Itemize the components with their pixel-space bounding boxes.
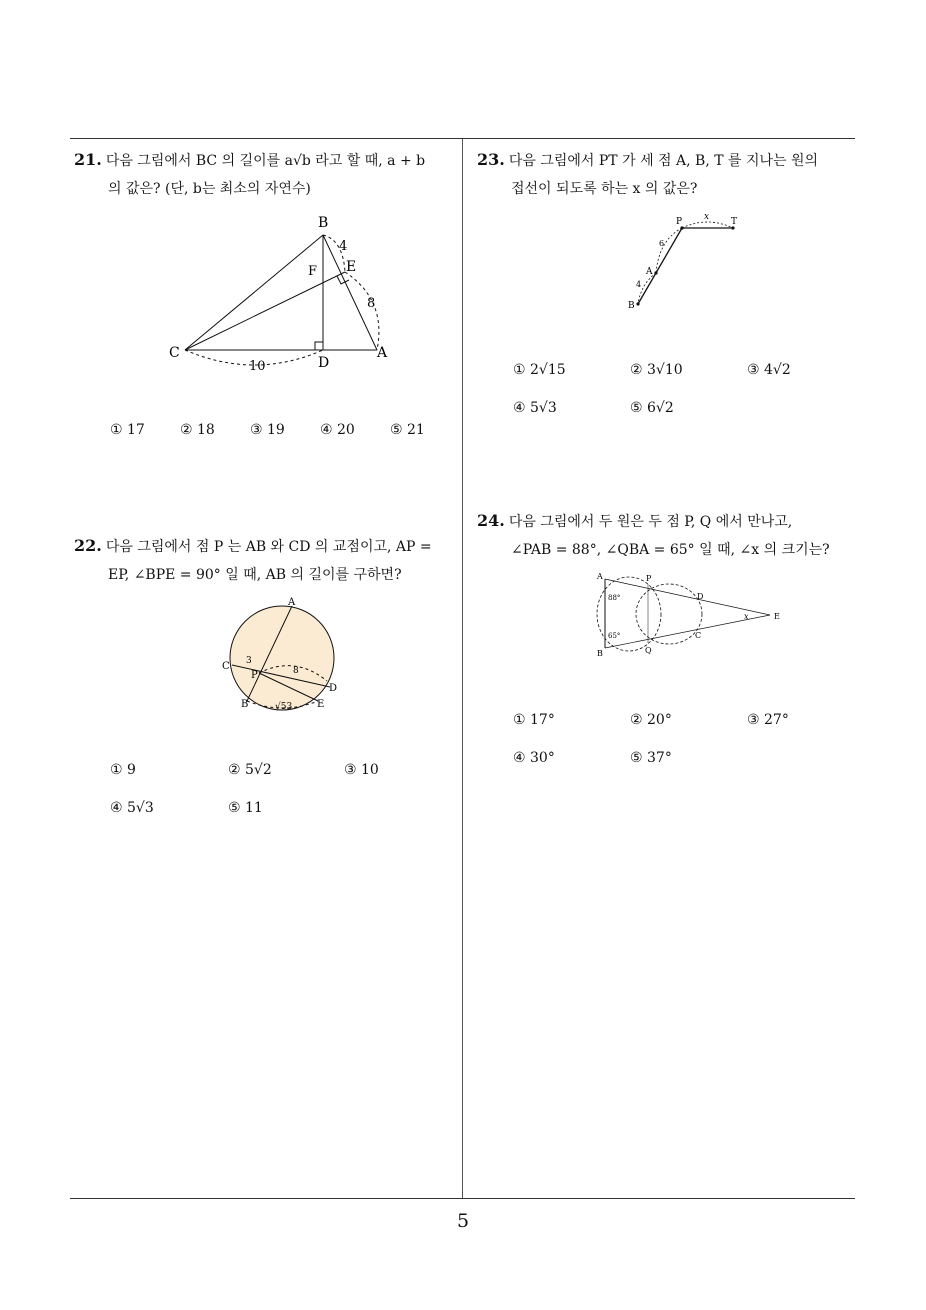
figure-22 — [215, 593, 345, 715]
label-A: A — [646, 267, 653, 277]
right-angle-D — [315, 342, 323, 350]
choice-5[interactable]: ⑤ 6√2 — [630, 400, 674, 416]
label-6: 6 — [659, 239, 665, 248]
choice-1[interactable]: ① 17° — [513, 712, 555, 728]
column-divider — [462, 139, 463, 1198]
choice-2[interactable]: ② 3√10 — [630, 362, 683, 378]
dashed-arc-EA — [345, 272, 379, 350]
label-A: A — [377, 345, 388, 361]
question-text: 접선이 되도록 하는 x 의 값은? — [511, 181, 698, 197]
question-text: 의 값은? (단, b는 최소의 자연수) — [108, 181, 311, 197]
question-text: 다음 그림에서 두 원은 두 점 P, Q 에서 만나고, — [508, 514, 793, 530]
choice-5[interactable]: ⑤ 21 — [390, 422, 425, 438]
label-A: A — [597, 572, 603, 581]
figure-21 — [165, 205, 405, 380]
choice-4[interactable]: ④ 5√3 — [110, 800, 154, 816]
label-D: D — [318, 355, 330, 371]
label-B: B — [318, 215, 329, 231]
choice-4[interactable]: ④ 20 — [320, 422, 355, 438]
choice-1[interactable]: ① 2√15 — [513, 362, 566, 378]
figure-24 — [592, 570, 792, 658]
label-88: 88° — [608, 594, 621, 602]
label-P: P — [676, 217, 683, 227]
segment-AE — [605, 579, 770, 615]
left-circle — [597, 577, 661, 651]
dashed-arc-x — [682, 222, 733, 228]
question-24 — [477, 507, 830, 564]
choice-3[interactable]: ③ 19 — [250, 422, 285, 438]
label-D: D — [329, 683, 338, 694]
question-number: 23. — [477, 150, 505, 169]
label-65: 65° — [608, 632, 621, 640]
question-text: ∠PAB = 88°, ∠QBA = 65° 일 때, ∠x 의 크기는? — [511, 542, 830, 558]
label-D: D — [697, 592, 704, 601]
label-C: C — [222, 661, 230, 672]
label-P: P — [646, 574, 652, 583]
label-A: A — [288, 597, 296, 608]
choice-2[interactable]: ② 18 — [180, 422, 215, 438]
label-Q: Q — [645, 646, 652, 655]
label-B: B — [597, 649, 603, 658]
choice-5[interactable]: ⑤ 11 — [228, 800, 263, 816]
label-P: P — [251, 670, 258, 681]
choice-1[interactable]: ① 17 — [110, 422, 145, 438]
label-C: C — [169, 345, 180, 361]
label-E: E — [346, 259, 357, 275]
choice-5[interactable]: ⑤ 37° — [630, 750, 672, 766]
line-BA — [323, 235, 377, 350]
question-number: 22. — [74, 536, 102, 555]
question-23 — [477, 146, 818, 203]
label-E: E — [317, 699, 325, 710]
choice-2[interactable]: ② 20° — [630, 712, 672, 728]
choice-3[interactable]: ③ 10 — [344, 762, 379, 778]
choice-1[interactable]: ① 9 — [110, 762, 136, 778]
question-text: 다음 그림에서 점 P 는 AB 와 CD 의 교점이고, AP = — [105, 539, 432, 555]
question-text: 다음 그림에서 PT 가 세 점 A, B, T 를 지나는 원의 — [508, 153, 819, 169]
label-4: 4 — [339, 239, 348, 254]
question-text: 다음 그림에서 BC 의 길이를 a√b 라고 할 때, a + b — [105, 153, 426, 169]
choice-3[interactable]: ③ 4√2 — [747, 362, 791, 378]
choice-4[interactable]: ④ 30° — [513, 750, 555, 766]
question-21 — [74, 146, 425, 203]
label-8: 8 — [293, 666, 299, 676]
figure-23 — [625, 210, 750, 310]
label-4: 4 — [636, 280, 642, 289]
choice-2[interactable]: ② 5√2 — [228, 762, 272, 778]
bottom-rule — [70, 1198, 855, 1199]
label-C: C — [695, 631, 702, 640]
label-T: T — [731, 217, 738, 227]
question-22 — [74, 532, 432, 589]
question-text: EP, ∠BPE = 90° 일 때, AB 의 길이를 구하면? — [108, 567, 402, 583]
question-number: 21. — [74, 150, 102, 169]
label-sqrt53: √53 — [275, 702, 293, 712]
label-10: 10 — [249, 359, 266, 374]
choice-3[interactable]: ③ 27° — [747, 712, 789, 728]
label-B: B — [241, 699, 249, 710]
label-B: B — [628, 301, 635, 310]
page-number: 5 — [456, 1210, 470, 1232]
label-x: x — [704, 212, 710, 222]
label-3: 3 — [246, 656, 252, 666]
label-F: F — [308, 264, 318, 279]
label-8: 8 — [367, 296, 376, 311]
question-number: 24. — [477, 511, 505, 530]
label-x: x — [744, 612, 749, 621]
label-E: E — [774, 612, 780, 621]
choice-4[interactable]: ④ 5√3 — [513, 400, 557, 416]
